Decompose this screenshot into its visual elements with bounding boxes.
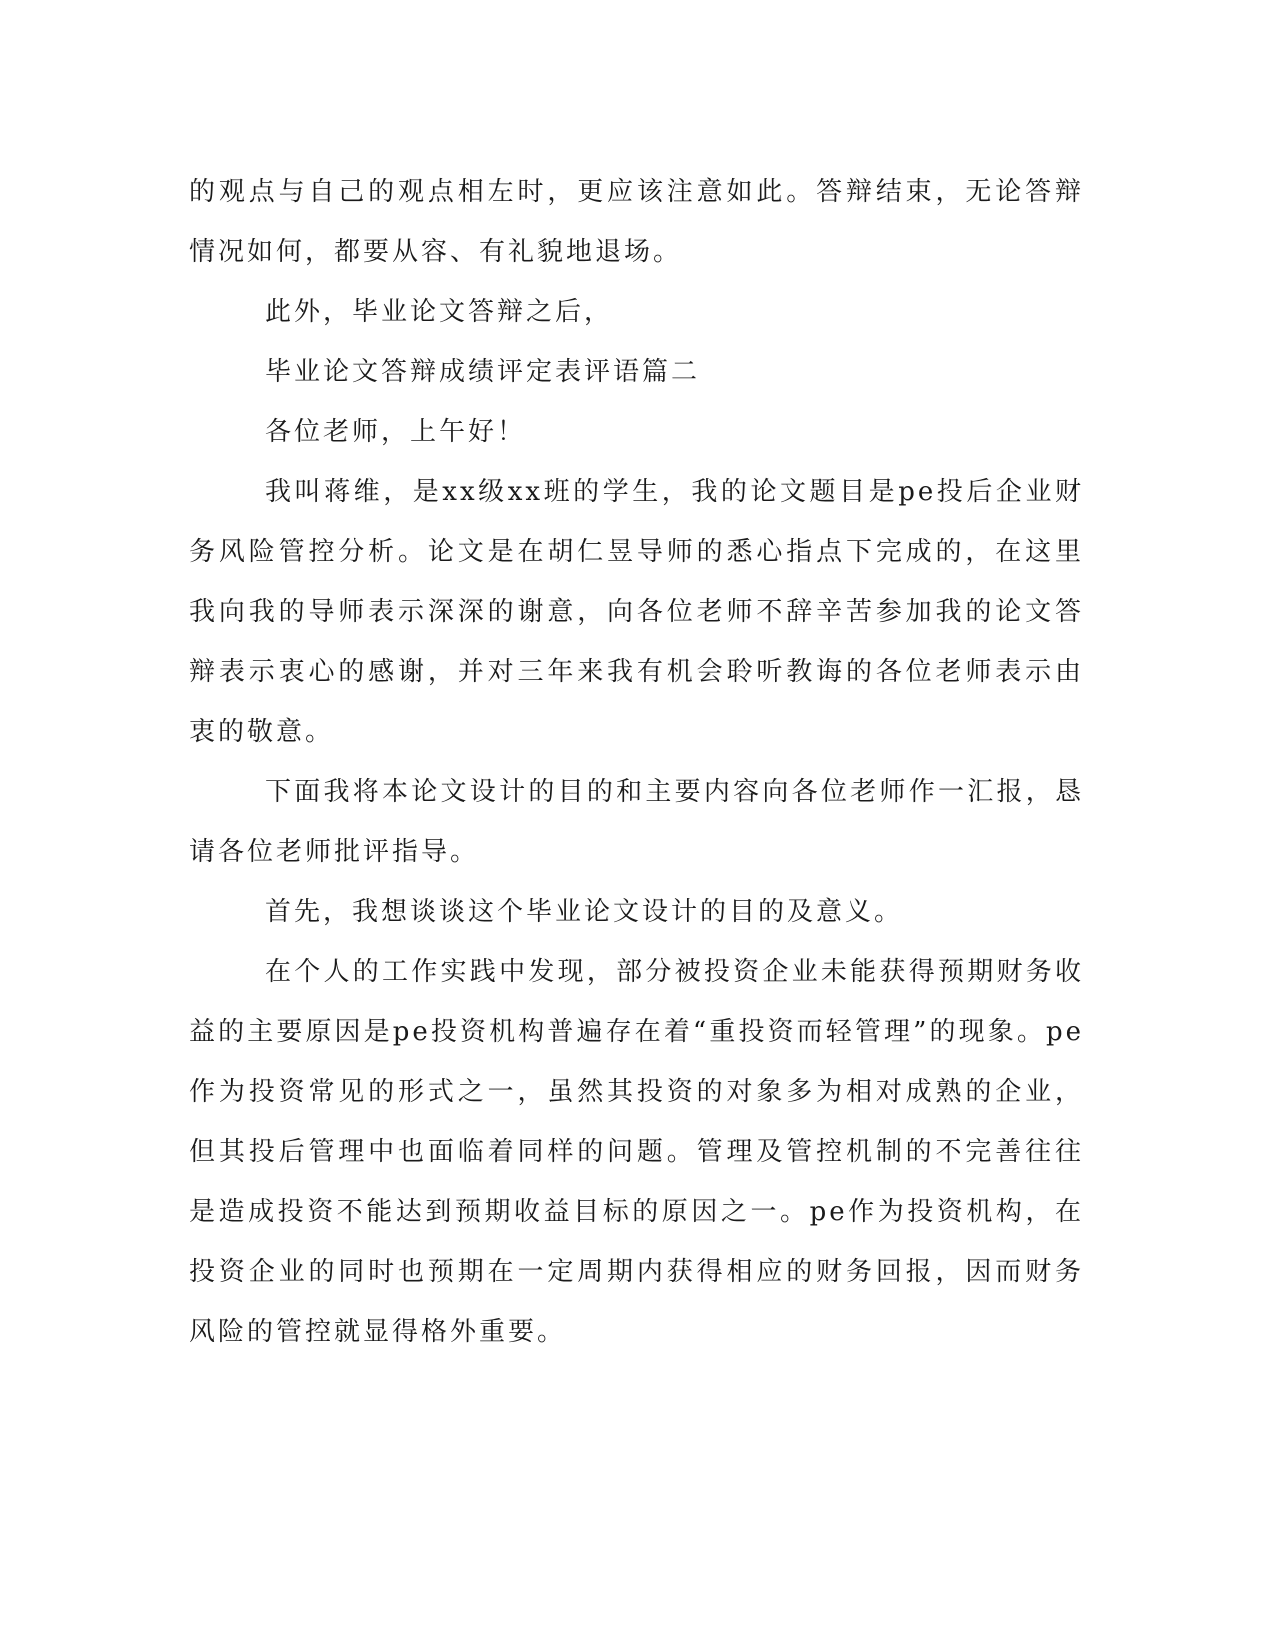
paragraph-continuation: 的观点与自己的观点相左时，更应该注意如此。答辩结束，无论答辩情况如何，都要从容、有礼貌地退场。 bbox=[189, 177, 1084, 267]
greeting-paragraph: 各位老师，上午好！ bbox=[265, 417, 527, 447]
document-body bbox=[189, 162, 1084, 1362]
paragraph-after-defense: 此外，毕业论文答辩之后， bbox=[265, 297, 614, 327]
section-heading: 毕业论文答辩成绩评定表评语篇二 bbox=[265, 357, 701, 387]
report-intro-paragraph: 下面我将本论文设计的目的和主要内容向各位老师作一汇报，恳请各位老师批评指导。 bbox=[189, 777, 1084, 867]
purpose-intro-paragraph: 首先，我想谈谈这个毕业论文设计的目的及意义。 bbox=[265, 897, 904, 927]
self-introduction-paragraph: 我叫蒋维，是xx级xx班的学生，我的论文题目是pe投后企业财务风险管控分析。论文是在胡仁昱导师的悉心指点下完成的，在这里我向我的导师表示深深的谢意，向各位老师不辞辛苦参加我的论文答辩表示衷心的感谢，并对三年来我有机会聆听教诲的各位老师表示由衷的敬意。 bbox=[189, 477, 1084, 747]
practice-findings-paragraph: 在个人的工作实践中发现，部分被投资企业未能获得预期财务收益的主要原因是pe投资机构普遍存在着“重投资而轻管理”的现象。pe作为投资常见的形式之一，虽然其投资的对象多为相对成熟的企业，但其投后管理中也面临着同样的问题。管理及管控机制的不完善往往是造成投资不能达到预期收益目标的原因之一。pe作为投资机构，在投资企业的同时也预期在一定周期内获得相应的财务回报，因而财务风险的管控就显得格外重要。 bbox=[189, 957, 1084, 1347]
